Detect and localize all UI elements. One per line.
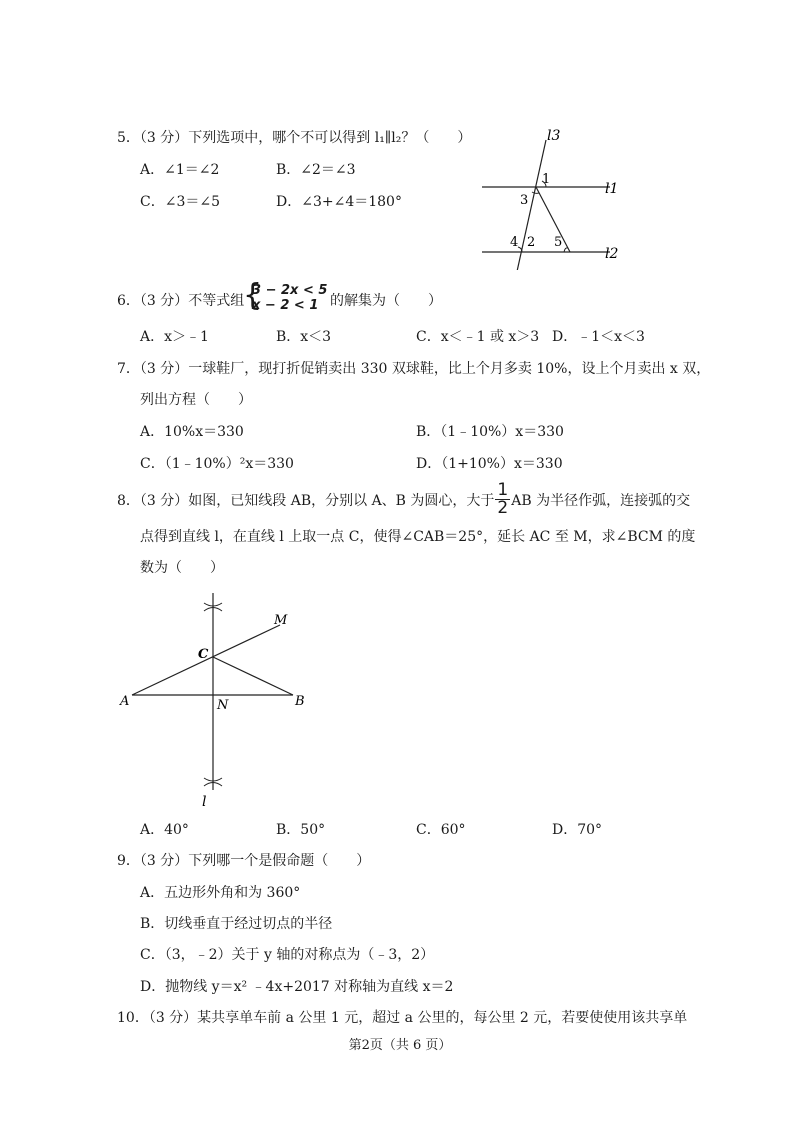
label-angle-5: 5	[554, 235, 563, 250]
q5-option-b: B．∠2＝∠3	[276, 162, 356, 178]
q8-stem-line2: 点得到直线 l，在直线 l 上取一点 C，使得∠CAB＝25°，延长 AC 至 M，求∠BCM 的度	[140, 529, 696, 545]
q5-option-c: C．∠3＝∠5	[140, 194, 220, 210]
q7-stem-line1: 7．（3 分）一球鞋厂，现打折促销卖出 330 双球鞋，比上个月多卖 10%，设上个月卖出 x 双，	[117, 361, 711, 377]
label-l1: l1	[605, 181, 619, 197]
label-angle-1: 1	[542, 172, 551, 187]
fraction-one-half	[495, 482, 510, 517]
q6-stem-suffix: 的解集为（ ）	[330, 293, 442, 309]
label-angle-3: 3	[520, 193, 529, 208]
q6-inequality-1: 3 − 2x < 5	[252, 283, 328, 298]
q9-option-c: C．（3，﹣2）关于 y 轴的对称点为（﹣3，2）	[140, 947, 435, 963]
segment-CB	[213, 657, 293, 695]
q7-option-a: A．10%x＝330	[140, 424, 244, 440]
q10-stem: 10．（3 分）某共享单车前 a 公里 1 元，超过 a 公里的，每公里 2 元，若要使使用该共享单	[117, 1010, 688, 1026]
q5-option-a: A．∠1＝∠2	[140, 162, 220, 178]
angle-mark-5	[564, 248, 568, 252]
angle-mark-3	[532, 192, 539, 193]
q7-option-d: D．（1+10%）x＝330	[416, 456, 563, 472]
q9-option-a: A．五边形外角和为 360°	[140, 885, 301, 901]
q8-option-c: C．60°	[416, 822, 466, 838]
label-angle-2: 2	[527, 235, 536, 250]
q9-option-d: D．抛物线 y＝x² ﹣4x+2017 对称轴为直线 x＝2	[140, 979, 454, 995]
q6-stem-prefix: 6．（3 分）不等式组	[117, 293, 245, 309]
q5-parallel-lines-figure	[470, 120, 630, 270]
transversal	[536, 187, 570, 252]
system-brace: {	[243, 278, 263, 313]
q9-option-b: B．切线垂直于经过切点的半径	[140, 916, 333, 932]
label-B: B	[295, 694, 305, 709]
fraction-denominator: 2	[497, 498, 509, 518]
q8-option-d: D．70°	[552, 822, 603, 838]
q6-option-d: D．﹣1＜x＜3	[552, 329, 645, 345]
q5-option-d: D．∠3+∠4＝180°	[276, 194, 402, 210]
q7-stem-line2: 列出方程（ ）	[140, 392, 252, 408]
q8-option-b: B．50°	[276, 822, 326, 838]
q8-stem-part2: AB 为半径作弧，连接弧的交	[511, 492, 691, 509]
label-l2: l2	[605, 246, 619, 262]
q9-stem: 9．（3 分）下列哪一个是假命题（ ）	[117, 853, 371, 869]
q6-option-c: C．x＜﹣1 或 x＞3	[416, 329, 540, 345]
label-angle-4: 4	[510, 235, 519, 250]
q6-option-b: B．x＜3	[276, 329, 332, 345]
q7-option-b: B．（1﹣10%）x＝330	[416, 424, 564, 440]
q6-option-a: A．x＞﹣1	[140, 329, 209, 345]
label-M: M	[274, 613, 288, 628]
label-N: N	[217, 698, 229, 713]
label-l3: l3	[547, 128, 561, 144]
q6-inequality-2: x − 2 < 1	[252, 298, 319, 313]
q7-option-c: C．（1﹣10%）²x＝330	[140, 456, 294, 472]
q8-stem-line1	[117, 482, 690, 517]
label-l: l	[202, 794, 207, 810]
q8-stem-line3: 数为（ ）	[140, 560, 224, 576]
q8-construction-figure	[110, 585, 310, 810]
q8-option-a: A．40°	[140, 822, 189, 838]
q5-stem: 5．（3 分）下列选项中，哪个不可以得到 l₁∥l₂？（ ）	[117, 130, 472, 146]
q8-stem-part1: 8．（3 分）如图，已知线段 AB，分别以 A、B 为圆心，大于	[117, 492, 495, 509]
page-footer: 第2页（共 6 页）	[348, 1038, 452, 1053]
label-C: C	[198, 647, 209, 662]
label-A: A	[120, 694, 130, 709]
fraction-numerator: 1	[497, 480, 509, 500]
